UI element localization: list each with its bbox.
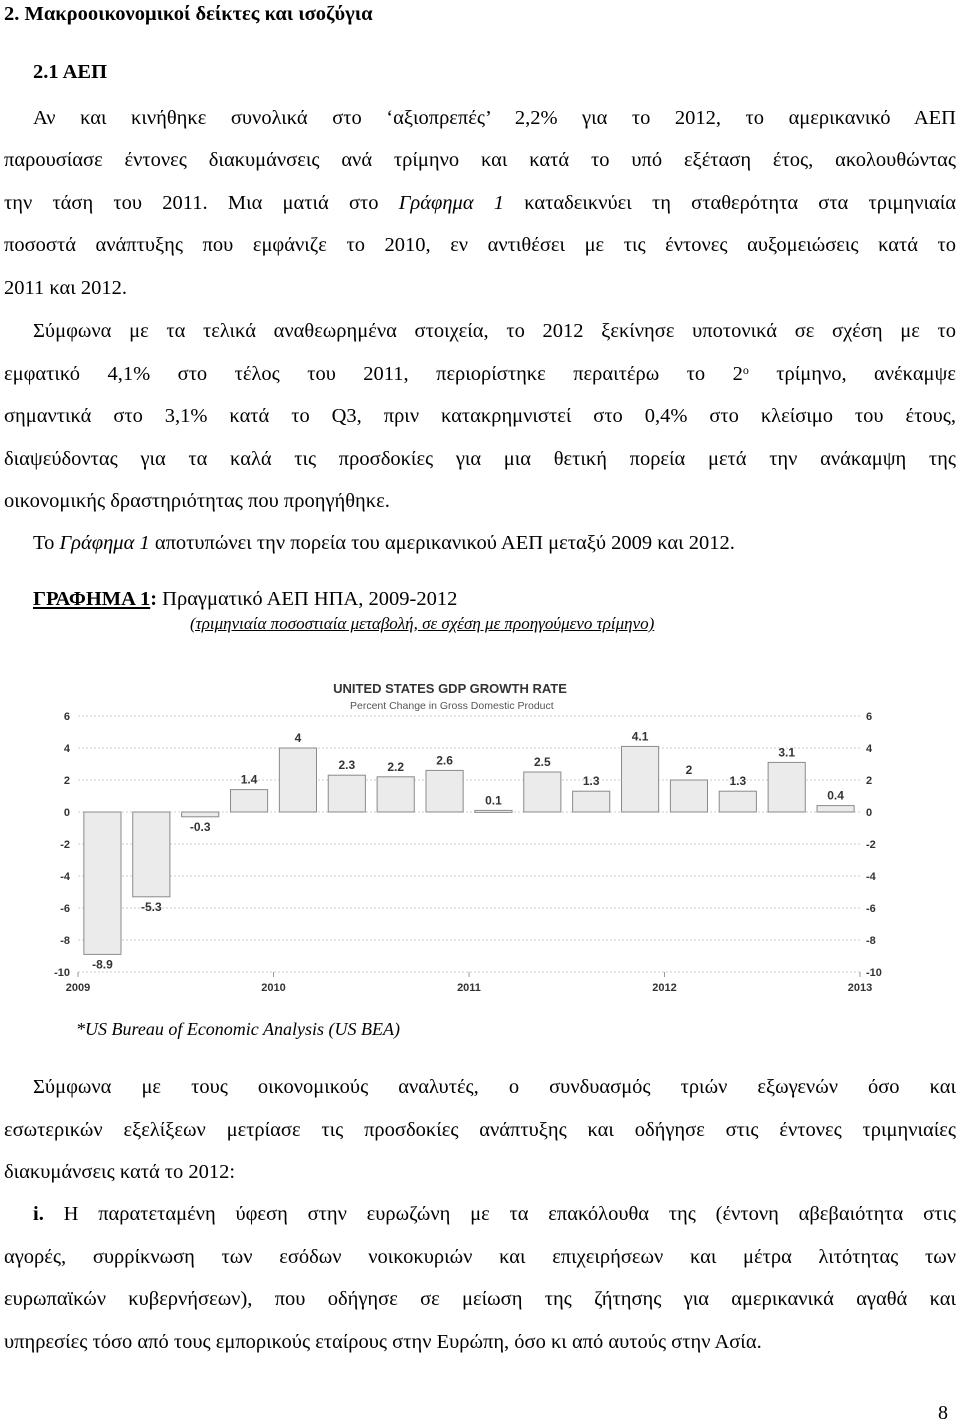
para1-line3 bbox=[4, 191, 956, 215]
bar bbox=[84, 812, 121, 954]
bar bbox=[573, 791, 610, 812]
data-label: 1.3 bbox=[729, 774, 747, 789]
x-tick-label: 2010 bbox=[261, 982, 286, 994]
chart-grid bbox=[78, 716, 860, 972]
y-tick-right: 4 bbox=[866, 743, 873, 755]
bar bbox=[328, 775, 365, 812]
figure-caption bbox=[33, 588, 457, 611]
para2-line2-b: τρίμηνο, ανέκαμψε bbox=[748, 363, 956, 385]
bar bbox=[768, 762, 805, 812]
para1-line1: Αν και κινήθηκε συνολικά στο ‘αξιοπρεπές’ 2,2% για το 2012, το αμερικανικό ΑΕΠ bbox=[33, 107, 956, 129]
data-label: 1.3 bbox=[582, 774, 600, 789]
para5-line2: αγορές, συρρίκνωση των εσόδων νοικοκυριών και επιχειρήσεων και μέτρα λιτότητας των bbox=[4, 1246, 956, 1268]
y-tick-right: -6 bbox=[866, 903, 876, 915]
y-tick-right: -10 bbox=[866, 967, 882, 979]
para2-line3: σημαντικά στο 3,1% κατά το Q3, πριν κατακρημνιστεί στο 0,4% στο κλείσιμο του έτους, bbox=[4, 405, 956, 427]
y-tick-right: -4 bbox=[866, 871, 876, 883]
y-tick-right: 2 bbox=[866, 775, 873, 787]
para1-line3-a: την τάση του 2011. Μια ματιά στο bbox=[4, 192, 399, 214]
chart-subtitle: Percent Change in Gross Domestic Product bbox=[350, 700, 554, 712]
para4-line2: εσωτερικών εξελίξεων μετρίασε τις προσδοκίες ανάπτυξης και οδήγησε στις έντονες τριμηνιαίες bbox=[4, 1119, 956, 1141]
figure-subtitle: (τριμηνιαία ποσοστιαία μεταβολή, σε σχέση με προηγούμενο τρίμηνο) bbox=[190, 614, 655, 633]
list-number: i. bbox=[33, 1203, 44, 1225]
data-label: -5.3 bbox=[140, 899, 162, 914]
y-tick-left: -10 bbox=[54, 967, 70, 979]
para1-line2: παρουσίασε έντονες διακυμάνσεις ανά τρίμηνο και κατά το υπό εξέταση έτος, ακολουθώντας bbox=[4, 149, 956, 171]
para1-line4: ποσοστά ανάπτυξης που εμφάνιζε το 2010, εν αντιθέσει με τις έντονες αυξομειώσεις κατά το bbox=[4, 234, 956, 256]
para2-line1: Σύμφωνα με τα τελικά αναθεωρημένα στοιχεία, το 2012 ξεκίνησε υποτονικά σε σχέση με το bbox=[33, 320, 956, 342]
bar bbox=[670, 780, 707, 812]
data-label: 2.3 bbox=[338, 758, 356, 773]
data-label: 0.4 bbox=[827, 788, 844, 803]
para4-line1: Σύμφωνα με τους οικονομικούς αναλυτές, ο συνδυασμός τριών εξωγενών όσο και bbox=[33, 1076, 956, 1098]
y-tick-right: -8 bbox=[866, 935, 876, 947]
y-tick-right: -2 bbox=[866, 839, 876, 851]
data-label: 2.6 bbox=[436, 753, 453, 768]
y-tick-left: 4 bbox=[63, 743, 70, 755]
bar bbox=[621, 746, 658, 812]
y-tick-left: -8 bbox=[60, 935, 70, 947]
para2-line2 bbox=[4, 362, 956, 386]
x-tick-label: 2012 bbox=[652, 982, 677, 994]
para5-line1 bbox=[33, 1202, 956, 1226]
data-label: 3.1 bbox=[778, 745, 796, 760]
x-tick-label: 2013 bbox=[847, 982, 873, 994]
y-tick-left: -6 bbox=[60, 903, 70, 915]
x-tick-label: 2011 bbox=[457, 982, 481, 994]
y-tick-left: 2 bbox=[63, 775, 70, 787]
section-heading: 2. Μακροοικονομικοί δείκτες και ισοζύγια bbox=[4, 3, 373, 25]
gdp-growth-chart bbox=[30, 668, 890, 996]
bar bbox=[133, 812, 170, 897]
chart-source: *US Bureau of Economic Analysis (US BEA) bbox=[76, 1019, 400, 1039]
para1-line5: 2011 και 2012. bbox=[4, 277, 128, 299]
bar bbox=[524, 772, 561, 812]
y-tick-right: 6 bbox=[866, 711, 873, 723]
bar bbox=[817, 806, 854, 812]
bar bbox=[230, 790, 267, 812]
data-label: 4.1 bbox=[631, 729, 649, 744]
bar bbox=[719, 791, 756, 812]
para3 bbox=[33, 531, 960, 555]
chart-x-axis bbox=[66, 972, 872, 994]
para4-line3: διακυμάνσεις κατά το 2012: bbox=[4, 1161, 236, 1183]
para1-line3-c: καταδεικνύει τη σταθερότητα στα τριμηνιαία bbox=[504, 192, 956, 214]
para3-c: αποτυπώνει την πορεία του αμερικανικού ΑΕΠ μεταξύ 2009 και 2012. bbox=[149, 532, 735, 554]
bar bbox=[475, 810, 512, 812]
data-label: 4 bbox=[294, 731, 302, 745]
y-tick-left: 6 bbox=[63, 711, 70, 723]
para5-line1-text: Η παρατεταμένη ύφεση στην ευρωζώνη με τα επακόλουθα της (έντονη αβεβαιότητα στις bbox=[43, 1203, 956, 1225]
data-label: 2 bbox=[685, 763, 693, 777]
subsection-heading: 2.1 ΑΕΠ bbox=[33, 61, 108, 83]
chart-title: UNITED STATES GDP GROWTH RATE bbox=[333, 681, 567, 696]
data-label: 2.2 bbox=[387, 759, 405, 774]
chart-y-axis bbox=[54, 711, 882, 979]
bar bbox=[279, 748, 316, 812]
y-tick-left: 0 bbox=[63, 807, 70, 819]
data-label: 0.1 bbox=[485, 793, 502, 808]
x-tick-label: 2009 bbox=[65, 982, 91, 994]
figure-ref: Γράφημα 1 bbox=[398, 192, 505, 214]
para3-a: Το bbox=[33, 532, 60, 554]
figure-label: ΓΡΑΦΗΜΑ 1 bbox=[33, 588, 151, 610]
data-label: 2.5 bbox=[533, 755, 551, 769]
para5-line3: ευρωπαϊκών κυβερνήσεων), που οδήγησε σε μείωση της ζήτησης για αμερικανικά αγαθά και bbox=[4, 1288, 956, 1310]
para2-line5: οικονομικής δραστηριότητας που προηγήθηκε. bbox=[4, 490, 390, 512]
figure-title: Πραγματικό ΑΕΠ ΗΠΑ, 2009-2012 bbox=[157, 588, 458, 610]
figure-colon: : bbox=[150, 588, 158, 610]
data-label: 1.4 bbox=[240, 772, 258, 787]
para2-line4: διαψεύδοντας για τα καλά τις προσδοκίες για μια θετική πορεία μετά την ανάκαμψη της bbox=[4, 448, 956, 470]
bar bbox=[377, 777, 414, 812]
para5-line4: υπηρεσίες τόσο από τους εμπορικούς εταίρους στην Ευρώπη, όσο κι από αυτούς στην Ασία. bbox=[4, 1331, 762, 1353]
ordinal-sup: ο bbox=[742, 363, 749, 377]
figure-ref-2: Γράφημα 1 bbox=[59, 532, 150, 554]
page-number: 8 bbox=[938, 1402, 948, 1424]
bar bbox=[182, 812, 219, 817]
bar bbox=[426, 770, 463, 812]
data-label: -8.9 bbox=[92, 957, 113, 972]
y-tick-left: -2 bbox=[60, 839, 70, 851]
para2-line2-a: εμφατικό 4,1% στο τέλος του 2011, περιορίστηκε περαιτέρω το 2 bbox=[4, 363, 743, 385]
data-label: -0.3 bbox=[189, 819, 211, 834]
y-tick-left: -4 bbox=[60, 871, 70, 883]
chart-data-labels bbox=[92, 729, 844, 971]
y-tick-right: 0 bbox=[866, 807, 873, 819]
